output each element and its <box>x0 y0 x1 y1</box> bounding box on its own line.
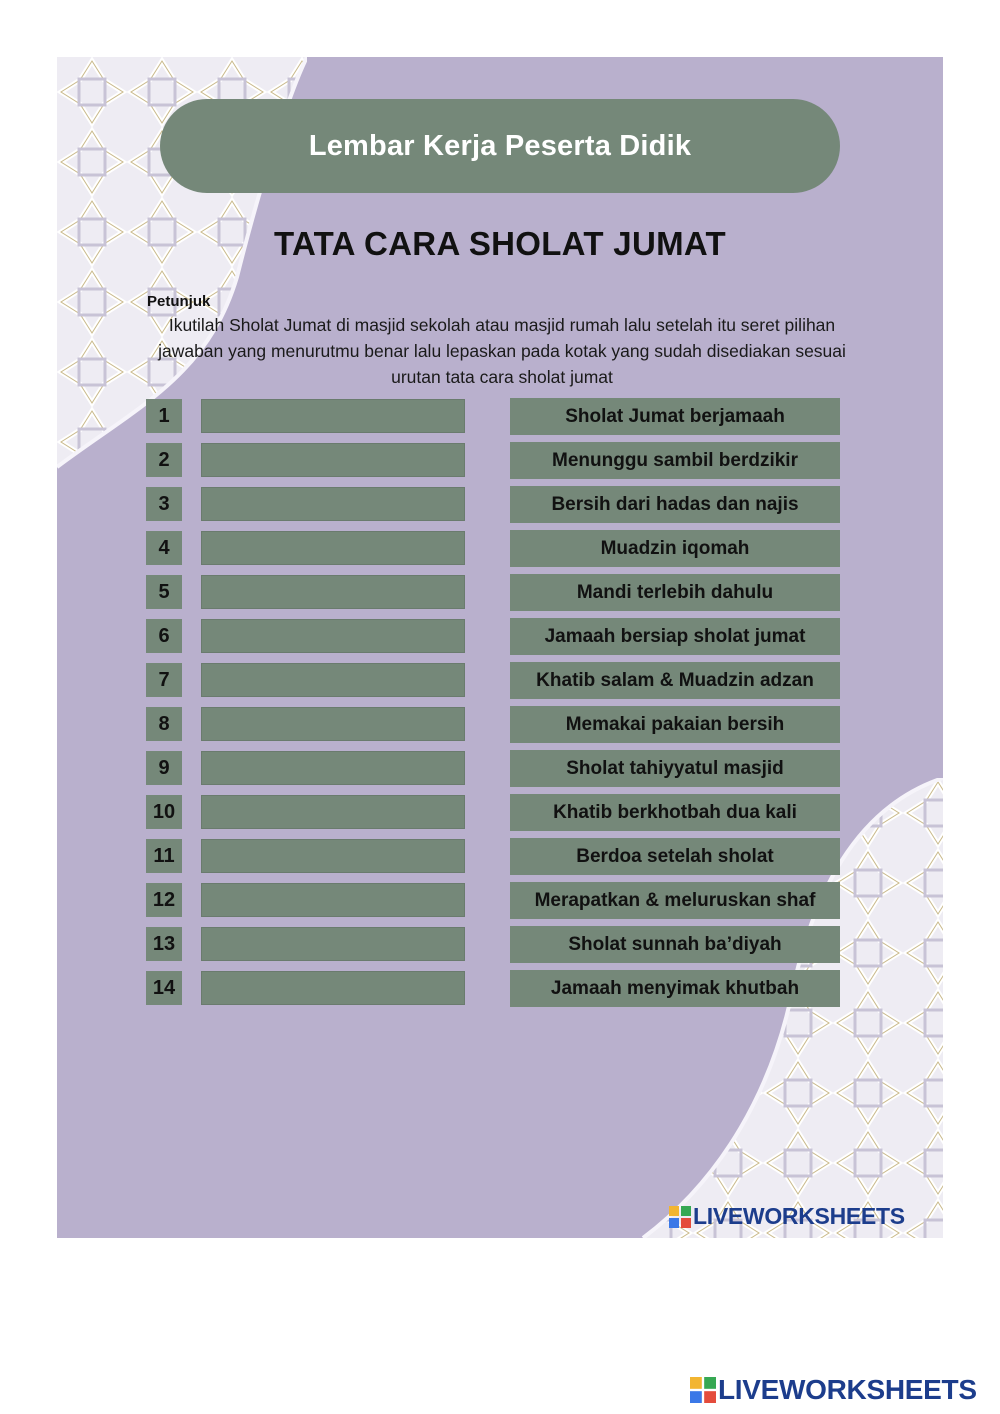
draggable-answer[interactable]: Mandi terlebih dahulu <box>510 574 840 611</box>
drop-slot[interactable] <box>201 883 465 917</box>
drop-slot[interactable] <box>201 575 465 609</box>
page-title: TATA CARA SHOLAT JUMAT <box>273 225 727 262</box>
draggable-answer[interactable]: Bersih dari hadas dan najis <box>510 486 840 523</box>
row-number: 13 <box>146 927 182 961</box>
drop-slot[interactable] <box>201 839 465 873</box>
drop-slot[interactable] <box>201 487 465 521</box>
drop-slot[interactable] <box>201 795 465 829</box>
row-number: 4 <box>146 531 182 565</box>
row-number: 2 <box>146 443 182 477</box>
row-number: 5 <box>146 575 182 609</box>
row-number: 7 <box>146 663 182 697</box>
row-number: 3 <box>146 487 182 521</box>
drop-slot[interactable] <box>201 971 465 1005</box>
draggable-answer[interactable]: Merapatkan & meluruskan shaf <box>510 882 840 919</box>
brand-logo-footer <box>690 1374 977 1406</box>
row-number: 1 <box>146 399 182 433</box>
draggable-answer[interactable]: Jamaah bersiap sholat jumat <box>510 618 840 655</box>
row-number: 12 <box>146 883 182 917</box>
brand-logo-inner <box>669 1203 905 1230</box>
brand-text: LIVEWORKSHEETS <box>718 1374 977 1405</box>
row-number: 10 <box>146 795 182 829</box>
drop-slot[interactable] <box>201 399 465 433</box>
draggable-answer[interactable]: Berdoa setelah sholat <box>510 838 840 875</box>
title-banner <box>160 99 840 193</box>
liveworksheets-logo-icon <box>690 1377 716 1403</box>
row-number: 6 <box>146 619 182 653</box>
instructions-text: Ikutilah Sholat Jumat di masjid sekolah atau masjid rumah lalu setelah itu seret pilihan jawaban yang menurutmu benar lalu lepaskan pada kotak yang sudah disediakan sesuai urutan tata cara sholat jumat <box>158 315 846 387</box>
draggable-answer[interactable]: Sholat Jumat berjamaah <box>510 398 840 435</box>
row-number: 9 <box>146 751 182 785</box>
row-number: 8 <box>146 707 182 741</box>
banner-title: Lembar Kerja Peserta Didik <box>308 129 692 162</box>
drop-slot[interactable] <box>201 927 465 961</box>
draggable-answer[interactable]: Sholat tahiyyatul masjid <box>510 750 840 787</box>
worksheet-page <box>57 57 943 1238</box>
drop-slot[interactable] <box>201 443 465 477</box>
draggable-answer[interactable]: Jamaah menyimak khutbah <box>510 970 840 1007</box>
row-number: 11 <box>146 839 182 873</box>
draggable-answer[interactable]: Muadzin iqomah <box>510 530 840 567</box>
drop-slot[interactable] <box>201 751 465 785</box>
draggable-answer[interactable]: Memakai pakaian bersih <box>510 706 840 743</box>
draggable-answer[interactable]: Menunggu sambil berdzikir <box>510 442 840 479</box>
drop-slot[interactable] <box>201 531 465 565</box>
drop-slot[interactable] <box>201 619 465 653</box>
row-number: 14 <box>146 971 182 1005</box>
instructions-heading: Petunjuk <box>147 293 211 310</box>
draggable-answer[interactable]: Sholat sunnah ba’diyah <box>510 926 840 963</box>
liveworksheets-logo-icon <box>669 1206 691 1228</box>
draggable-answer[interactable]: Khatib berkhotbah dua kali <box>510 794 840 831</box>
brand-text: LIVEWORKSHEETS <box>693 1203 905 1229</box>
drop-slot[interactable] <box>201 663 465 697</box>
drop-slot[interactable] <box>201 707 465 741</box>
draggable-answer[interactable]: Khatib salam & Muadzin adzan <box>510 662 840 699</box>
